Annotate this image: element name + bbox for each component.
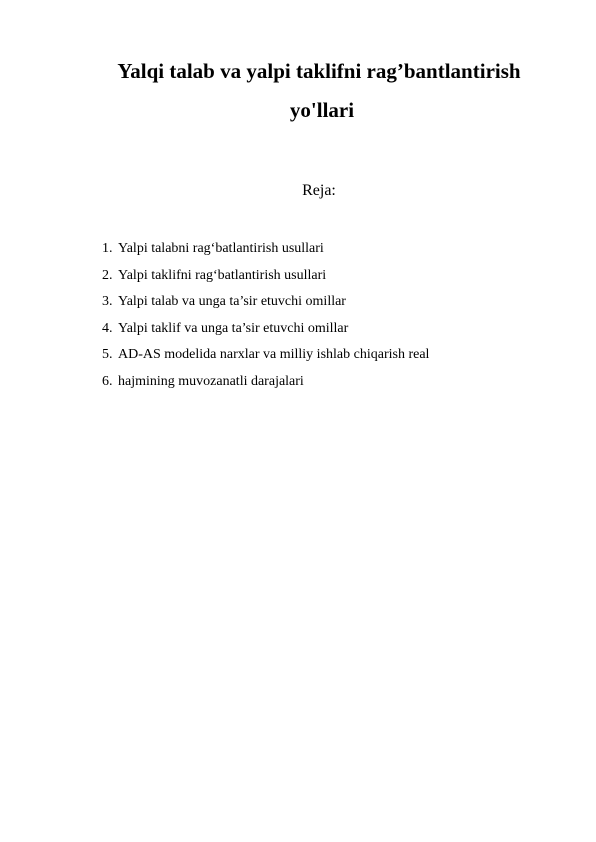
plan-item-number: 4. bbox=[102, 320, 113, 336]
plan-heading: Reja: bbox=[302, 182, 336, 199]
plan-item-number: 5. bbox=[102, 347, 113, 363]
plan-item-number: 6. bbox=[102, 373, 113, 389]
plan-item bbox=[102, 263, 429, 290]
plan-item bbox=[102, 369, 429, 396]
document-title-continued: yo'llari bbox=[289, 98, 355, 122]
plan-list bbox=[102, 236, 429, 396]
plan-item-text: hajmining muvozanatli darajalari bbox=[118, 373, 304, 389]
plan-item bbox=[102, 289, 429, 316]
plan-item-number: 2. bbox=[102, 267, 113, 283]
plan-item-number: 1. bbox=[102, 241, 113, 256]
plan-item-number: 3. bbox=[102, 294, 113, 310]
plan-item bbox=[102, 236, 429, 263]
plan-item bbox=[102, 342, 429, 369]
plan-item-text: Yalpi talab va unga ta’sir etuvchi omillar bbox=[118, 294, 346, 310]
plan-item-text: Yalpi taklifni rag‘batlantirish usullari bbox=[118, 267, 327, 283]
plan-item-text: Yalpi taklif va unga ta’sir etuvchi omillar bbox=[118, 320, 349, 336]
document-title: Yalqi talab va yalpi taklifni rag’bantlantirish bbox=[117, 59, 521, 83]
plan-item-text: Yalpi talabni rag‘batlantirish usullari bbox=[118, 241, 324, 256]
plan-item bbox=[102, 316, 429, 343]
plan-item-text: AD-AS modelida narxlar va milliy ishlab chiqarish real bbox=[118, 347, 430, 363]
